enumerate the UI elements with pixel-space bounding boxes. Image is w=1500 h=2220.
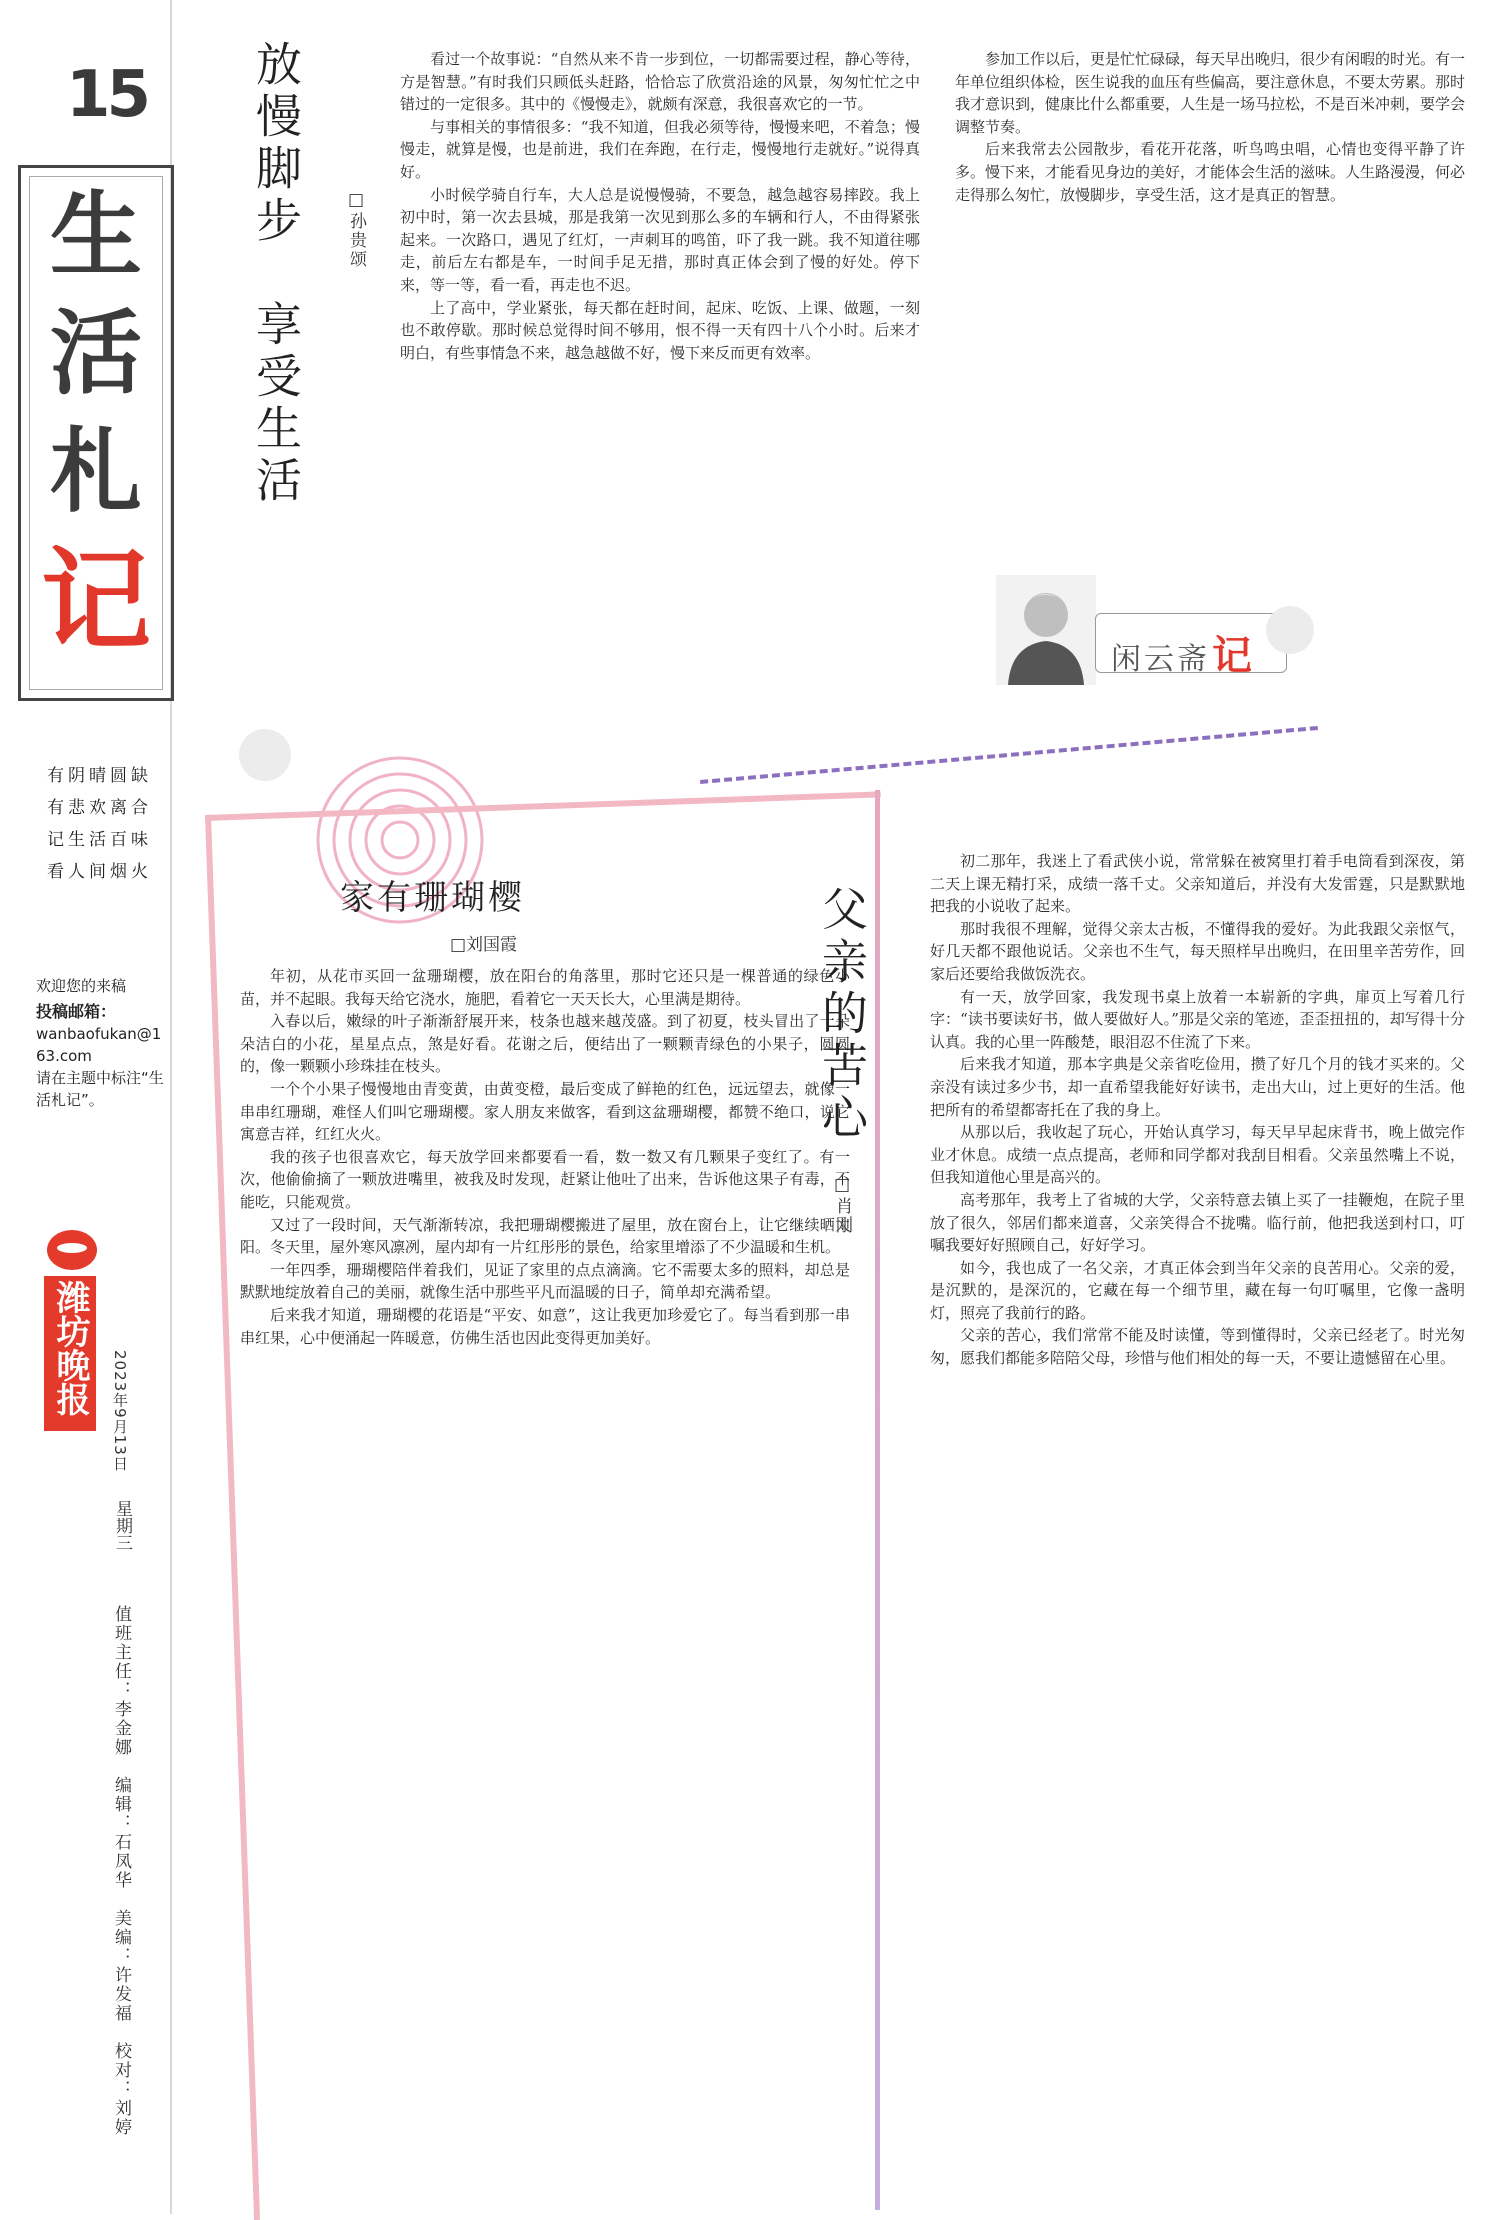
article3-body (930, 850, 1465, 2190)
article3-paragraph: 从那以后，我收起了玩心，开始认真学习，每天早早起床背书，晚上做完作业才休息。成绩一点点提高，老师和同学都对我刮目相看。父亲虽然嘴上不说，但我知道他心里是高兴的。 (930, 1123, 1465, 1187)
staff-credits: 值班主任：李金娜 编辑：石凤华 美编：许发福 校对：刘婷 (111, 1605, 131, 2137)
article1-paragraph: 上了高中，学业紧张，每天都在赶时间，起床、吃饭、上课、做题，一刻也不敢停歇。那时候总觉得时间不够用，恨不得一天有四十八个小时。后来才明白，有些事情急不来，越急越做不好，慢下来反而更有效率。 (400, 298, 920, 362)
submission-label: 投稿邮箱： (36, 1002, 117, 1021)
article3-byline: □肖刚 (832, 1175, 852, 1235)
submission-email[interactable]: wanbaofukan@163.com (36, 1025, 162, 1065)
article1-paragraph: 后来我常去公园散步，看花开花落，听鸟鸣虫唱，心情也变得平静了许多。慢下来，才能看见身边的美好，才能体会生活的滋味。人生路漫漫，何必走得那么匆忙，放慢脚步，享受生活，这才是真正的智慧。 (955, 140, 1465, 204)
article1-body-col1 (400, 48, 920, 708)
column-name-badge (1095, 613, 1287, 679)
submission-info (36, 975, 164, 1111)
slogan-line: 有阴晴圆缺 (47, 766, 152, 786)
submission-note: 请在主题中标注“生活札记”。 (36, 1069, 164, 1109)
slogan-line: 记生活百味 (47, 830, 152, 850)
column-name: 闲云斋 (1111, 642, 1210, 677)
section-title-char: 札 (49, 418, 142, 525)
article3-paragraph: 有一天，放学回家，我发现书桌上放着一本崭新的字典，扉页上写着几行字：“读书要读好书，做人要做好人。”那是父亲的笔迹，歪歪扭扭的，却写得十分认真。我的心里一阵酸楚，眼泪忍不住流了下来。 (930, 987, 1465, 1051)
column-name-red-char: 记 (1212, 632, 1255, 679)
page-number: 15 (66, 58, 148, 132)
columnist-portrait (996, 575, 1096, 685)
section-title-box (18, 165, 174, 701)
logo-emblem-icon (47, 1230, 97, 1270)
decorative-dot (1260, 600, 1320, 660)
submission-welcome: 欢迎您的来稿 (36, 977, 127, 995)
section-slogan (47, 760, 152, 888)
article1-byline: □孙贵颂 (346, 190, 366, 269)
slogan-line: 有悲欢离合 (47, 798, 152, 818)
article1-paragraph: 与事相关的事情很多：“我不知道，但我必须等待，慢慢来吧，不着急；慢慢走，就算是慢，也是前进，我们在奔跑，在行走，慢慢地行走就好。”说得真好。 (400, 117, 920, 181)
article2-byline: □刘国霞 (450, 935, 518, 955)
article3-paragraph: 父亲的苦心，我们常常不能及时读懂，等到懂得时，父亲已经老了。时光匆匆，愿我们都能多陪陪父母，珍惜与他们相处的每一天，不要让遗憾留在心里。 (930, 1326, 1465, 1368)
section-title-char-red: 记 (41, 537, 151, 665)
issue-date: 2023年9月13日 (111, 1350, 129, 1472)
article3-title: 父亲的苦心 (815, 885, 869, 1145)
paper-name: 潍坊晚报 (44, 1276, 96, 1431)
section-title (29, 176, 163, 690)
article3-paragraph: 高考那年，我考上了省城的大学，父亲特意去镇上买了一挂鞭炮，在院子里放了很久，邻居们都来道喜，父亲笑得合不拢嘴。临行前，他把我送到村口，叮嘱我要好好照顾自己，好好学习。 (930, 1190, 1465, 1255)
article3-paragraph: 如今，我也成了一名父亲，才真正体会到当年父亲的良苦用心。父亲的爱，是沉默的，是深沉的，它藏在每一个细节里，藏在每一句叮嘱里，它像一盏明灯，照亮了我前行的路。 (930, 1258, 1465, 1322)
article2-frame-right (875, 790, 880, 2210)
article3-paragraph: 初二那年，我迷上了看武侠小说，常常躲在被窝里打着手电筒看到深夜，第二天上课无精打采，成绩一落千丈。父亲知道后，并没有大发雷霆，只是默默地把我的小说收了起来。 (930, 852, 1465, 916)
article2-paragraph: 一个个小果子慢慢地由青变黄，由黄变橙，最后变成了鲜艳的红色，远远望去，就像一串串红珊瑚，难怪人们叫它珊瑚樱。家人朋友来做客，看到这盆珊瑚樱，都赞不绝口，说它寓意吉祥，红红火火。 (240, 1079, 850, 1144)
article2-paragraph: 又过了一段时间，天气渐渐转凉，我把珊瑚樱搬进了屋里，放在窗台上，让它继续晒太阳。冬天里，屋外寒风凛冽，屋内却有一片红彤彤的景色，给家里增添了不少温暖和生机。 (240, 1215, 850, 1257)
article3-paragraph: 后来我才知道，那本字典是父亲省吃俭用，攒了好几个月的钱才买来的。父亲没有读过多少书，却一直希望我能好好读书，走出大山，过上更好的生活。他把所有的希望都寄托在了我的身上。 (930, 1055, 1465, 1119)
article1-title: 放慢脚步 享受生活 (249, 40, 303, 508)
article2-paragraph: 入春以后，嫩绿的叶子渐渐舒展开来，枝条也越来越茂盛。到了初夏，枝头冒出了一朵朵洁白的小花，星星点点，煞是好看。花谢之后，便结出了一颗颗青绿色的小果子，圆圆的，像一颗颗小珍珠挂在枝头。 (240, 1012, 850, 1076)
article1-paragraph: 小时候学骑自行车，大人总是说慢慢骑，不要急，越急越容易摔跤。我上初中时，第一次去县城，那是我第一次见到那么多的车辆和行人，不由得紧张起来。一次路口，遇见了红灯，一声刺耳的鸣笛，吓了我一跳。我不知道往哪走，前后左右都是车，一时间手足无措，那时真正体会到了慢的好处。停下来，等一等，看一看，再走也不迟。 (400, 185, 920, 294)
article1-paragraph: 看过一个故事说：“自然从来不肯一步到位，一切都需要过程，静心等待，方是智慧。”有时我们只顾低头赶路，恰恰忘了欣赏沿途的风景，匆匆忙忙之中错过的一定很多。其中的《慢慢走》，就颇有深意，我很喜欢它的一节。 (400, 50, 920, 114)
article2-paragraph: 一年四季，珊瑚樱陪伴着我们，见证了家里的点点滴滴。它不需要太多的照料，却总是默默地绽放着自己的美丽，就像生活中那些平凡而温暖的日子，简单却充满希望。 (240, 1260, 850, 1302)
dashed-divider (700, 726, 1318, 784)
article1-paragraph: 参加工作以后，更是忙忙碌碌，每天早出晚归，很少有闲暇的时光。有一年单位组织体检，医生说我的血压有些偏高，要注意休息，不要太劳累。那时我才意识到，健康比什么都重要，人生是一场马拉松，不是百米冲刺，要学会调整节奏。 (955, 50, 1465, 136)
article2-paragraph: 我的孩子也很喜欢它，每天放学回来都要看一看，数一数又有几颗果子变红了。有一次，他偷偷摘了一颗放进嘴里，被我及时发现，赶紧让他吐了出来，告诉他这果子有毒，不能吃，只能观赏。 (240, 1147, 850, 1211)
section-title-char: 生 (49, 182, 142, 289)
article1-body-col2 (955, 48, 1465, 548)
issue-weekday: 星期三 (112, 1500, 132, 1551)
slogan-line: 看人间烟火 (47, 862, 152, 882)
columnist-badge (990, 575, 1295, 685)
section-title-char: 活 (49, 300, 142, 407)
article2-paragraph: 年初，从花市买回一盆珊瑚樱，放在阳台的角落里，那时它还只是一棵普通的绿色小苗，并不起眼。我每天给它浇水，施肥，看着它一天天长大，心里满是期待。 (240, 967, 850, 1008)
article2-paragraph: 后来我才知道，珊瑚樱的花语是“平安、如意”，这让我更加珍爱它了。每当看到那一串串红果，心中便涌起一阵暖意，仿佛生活也因此变得更加美好。 (240, 1305, 850, 1347)
article2-body (240, 965, 850, 2190)
article2-title: 家有珊瑚樱 (340, 878, 525, 918)
paper-logo (44, 1230, 100, 1431)
article3-paragraph: 那时我很不理解，觉得父亲太古板，不懂得我的爱好。为此我跟父亲怄气，好几天都不跟他说话。父亲也不生气，每天照样早出晚归，在田里辛苦劳作，回家后还要给我做饭洗衣。 (930, 919, 1465, 983)
